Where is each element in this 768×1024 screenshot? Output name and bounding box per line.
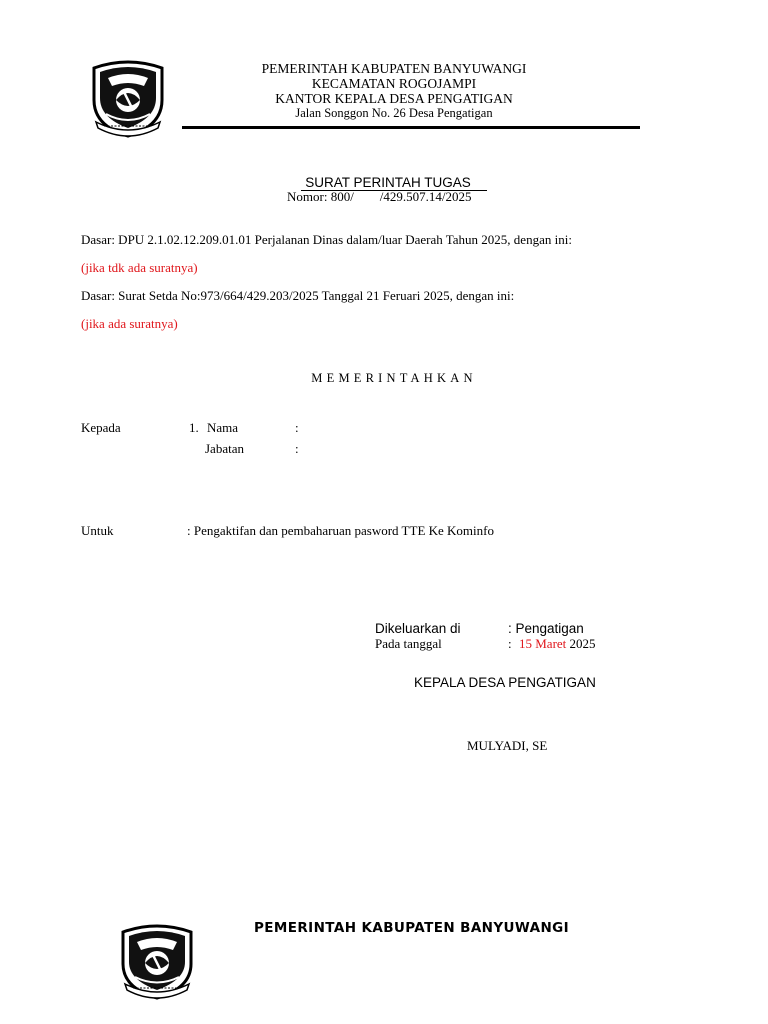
- letterhead-government: PEMERINTAH KABUPATEN BANYUWANGI: [261, 61, 527, 76]
- issued-date-day-month: 15 Maret: [519, 636, 567, 651]
- jabatan-label: Jabatan: [205, 441, 244, 456]
- instruction-heading: MEMERINTAHKAN: [311, 371, 477, 385]
- signatory-title: KEPALA DESA PENGATIGAN: [414, 675, 596, 690]
- regency-emblem-svg-bottom: [114, 920, 200, 1002]
- letterhead-office: KANTOR KEPALA DESA PENGATIGAN: [275, 91, 513, 106]
- letterhead-district: KECAMATAN ROGOJAMPI: [311, 76, 477, 91]
- note-with-letter: (jika ada suratnya): [81, 316, 178, 331]
- issued-date-value: [519, 636, 596, 652]
- letterhead-divider: [182, 126, 640, 129]
- document-title: SURAT PERINTAH TUGAS: [301, 175, 487, 191]
- jabatan-colon: :: [295, 441, 299, 456]
- issued-date-colon: :: [508, 636, 512, 651]
- signatory-name: MULYADI, SE: [467, 738, 548, 753]
- issued-place-label: Dikeluarkan di: [375, 621, 461, 636]
- issued-date-label: Pada tanggal: [375, 636, 442, 651]
- untuk-label: Untuk: [81, 523, 114, 538]
- note-no-letter: (jika tdk ada suratnya): [81, 260, 198, 275]
- next-page-header: PEMERINTAH KABUPATEN BANYUWANGI: [254, 920, 570, 936]
- kepada-label: Kepada: [81, 420, 121, 435]
- issued-place-value: : Pengatigan: [508, 621, 584, 636]
- letterhead-address: Jalan Songgon No. 26 Desa Pengatigan: [295, 106, 493, 120]
- dasar-budget: Dasar: DPU 2.1.02.12.209.01.01 Perjalanan Dinas dalam/luar Daerah Tahun 2025, dengan ini:: [81, 232, 572, 247]
- kepada-number: 1.: [189, 420, 199, 435]
- nama-colon: :: [295, 420, 299, 435]
- issued-date-year: 2025: [569, 636, 596, 651]
- nama-label: Nama: [207, 420, 239, 435]
- untuk-text: : Pengaktifan dan pembaharuan pasword TTE Ke Kominfo: [187, 523, 494, 538]
- regency-emblem-icon: [114, 920, 200, 1002]
- document-number: Nomor: 800/ /429.507.14/2025: [287, 189, 472, 204]
- dasar-letter: Dasar: Surat Setda No:973/664/429.203/2025 Tanggal 21 Feruari 2025, dengan ini:: [81, 288, 515, 303]
- letterhead: [150, 61, 638, 121]
